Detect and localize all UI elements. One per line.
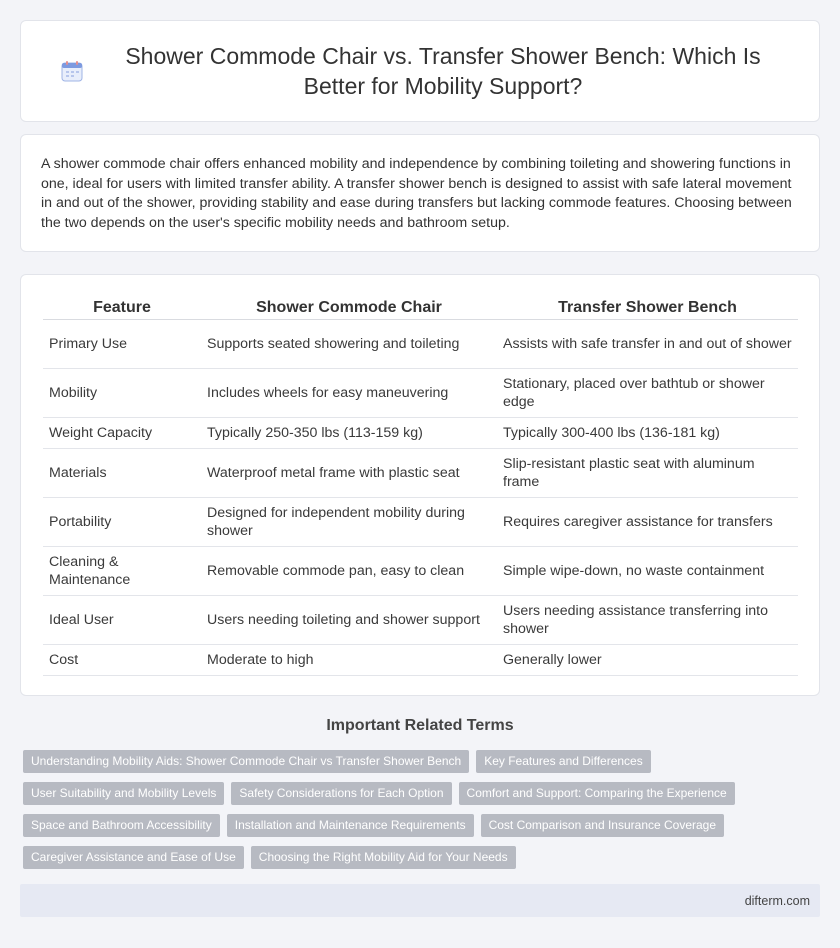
related-term-tag[interactable]: Cost Comparison and Insurance Coverage [481, 814, 724, 837]
table-row [43, 497, 798, 546]
commode-chair-cell: Designed for independent mobility during shower [201, 497, 497, 546]
intro-card [20, 134, 820, 252]
related-term-tag[interactable]: Key Features and Differences [476, 750, 651, 773]
table-row [43, 319, 798, 368]
feature-cell: Primary Use [43, 319, 201, 368]
related-term-tag[interactable]: Choosing the Right Mobility Aid for Your Needs [251, 846, 516, 869]
intro-paragraph: A shower commode chair offers enhanced mobility and independence by combining toileting and showering functions in one, ideal for users with limited transfer ability. A transfer shower bench is designed to assist with safe lateral movement in and out of the shower, providing stability and ease during transfers but lacking commode features. Choosing between the two depends on the user's specific mobility needs and bathroom setup. [41, 156, 792, 231]
related-term-tag[interactable]: Comfort and Support: Comparing the Experience [459, 782, 735, 805]
feature-cell: Mobility [43, 368, 201, 417]
related-term-tag[interactable]: Installation and Maintenance Requirements [227, 814, 474, 837]
transfer-bench-cell: Typically 300-400 lbs (136-181 kg) [497, 417, 798, 448]
table-row [43, 546, 798, 595]
comparison-card [20, 274, 820, 696]
related-terms-title: Important Related Terms [326, 717, 514, 734]
transfer-bench-cell: Assists with safe transfer in and out of shower [497, 319, 798, 368]
transfer-bench-cell: Generally lower [497, 644, 798, 675]
related-term-tag[interactable]: Caregiver Assistance and Ease of Use [23, 846, 244, 869]
column-header-commode-chair: Shower Commode Chair [201, 297, 497, 319]
related-terms-tags [23, 750, 803, 878]
commode-chair-cell: Supports seated showering and toileting [201, 319, 497, 368]
column-header-transfer-bench: Transfer Shower Bench [497, 297, 798, 319]
column-header-feature: Feature [43, 297, 201, 319]
commode-chair-cell: Users needing toileting and shower support [201, 595, 497, 644]
footer-brand-link[interactable]: difterm.com [744, 893, 810, 908]
table-row [43, 368, 798, 417]
feature-cell: Cleaning & Maintenance [43, 546, 201, 595]
feature-cell: Cost [43, 644, 201, 675]
related-term-tag[interactable]: User Suitability and Mobility Levels [23, 782, 224, 805]
commode-chair-cell: Typically 250-350 lbs (113-159 kg) [201, 417, 497, 448]
calendar-icon [61, 60, 83, 82]
footer-bar [20, 884, 820, 917]
feature-cell: Weight Capacity [43, 417, 201, 448]
table-row [43, 595, 798, 644]
commode-chair-cell: Moderate to high [201, 644, 497, 675]
table-row [43, 417, 798, 448]
commode-chair-cell: Waterproof metal frame with plastic seat [201, 448, 497, 497]
transfer-bench-cell: Users needing assistance transferring into shower [497, 595, 798, 644]
header-card [20, 20, 820, 122]
feature-cell: Portability [43, 497, 201, 546]
feature-cell: Ideal User [43, 595, 201, 644]
related-term-tag[interactable]: Space and Bathroom Accessibility [23, 814, 220, 837]
feature-cell: Materials [43, 448, 201, 497]
transfer-bench-cell: Stationary, placed over bathtub or shower edge [497, 368, 798, 417]
table-row [43, 644, 798, 675]
transfer-bench-cell: Slip-resistant plastic seat with aluminum frame [497, 448, 798, 497]
related-term-tag[interactable]: Safety Considerations for Each Option [231, 782, 451, 805]
comparison-table [43, 297, 798, 676]
transfer-bench-cell: Requires caregiver assistance for transfers [497, 497, 798, 546]
related-term-tag[interactable]: Understanding Mobility Aids: Shower Commode Chair vs Transfer Shower Bench [23, 750, 469, 773]
commode-chair-cell: Includes wheels for easy maneuvering [201, 368, 497, 417]
table-header-row [43, 297, 798, 319]
table-row [43, 448, 798, 497]
page-title: Shower Commode Chair vs. Transfer Shower Bench: Which Is Better for Mobility Support? [125, 43, 761, 99]
transfer-bench-cell: Simple wipe-down, no waste containment [497, 546, 798, 595]
commode-chair-cell: Removable commode pan, easy to clean [201, 546, 497, 595]
